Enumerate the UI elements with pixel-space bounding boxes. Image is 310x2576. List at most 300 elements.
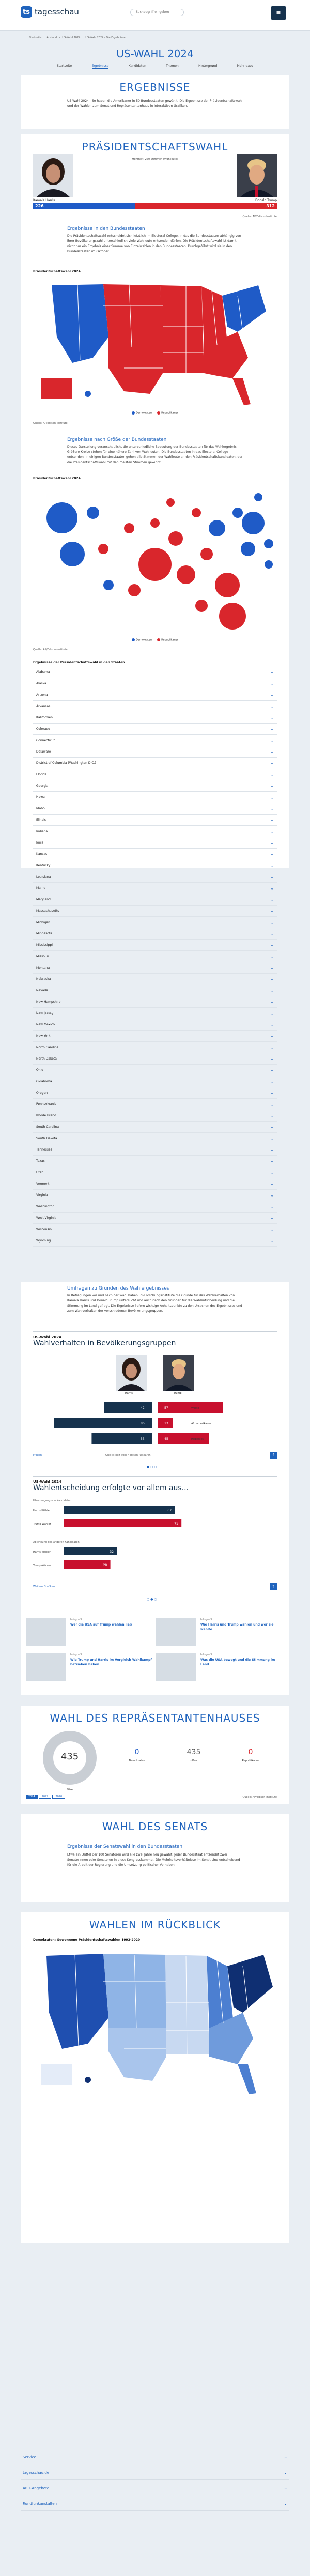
harris-electoral-votes: 226 [35,204,44,208]
state-row[interactable] [33,1201,277,1213]
poll2-bar [64,1519,181,1527]
state-name: North Dakota [36,1057,57,1061]
results-intro: US-Wahl 2024 - So haben die Amerikaner in 50 Bundesstaaten gewählt. Die Ergebnisse der Präsidentschaftswahl und der Wahlen zum Senat und Repräsentantenhaus in interaktiven Grafiken. [67,99,243,108]
teaser-3-title: Wie Trump und Harris im Vergleich Wahlkampf betrieben haben [70,1658,152,1666]
state-row[interactable] [33,860,277,871]
state-row[interactable] [33,1224,277,1235]
state-row[interactable] [33,1235,277,1247]
logo[interactable] [21,6,79,18]
bubble-source: Quelle: AP/Edison-Institute [33,648,68,651]
bubble-legend [21,638,289,642]
state-name: North Carolina [36,1046,59,1049]
teaser-3-kicker: Infografik [70,1653,83,1657]
state-row[interactable] [33,871,277,883]
majority-label: Mehrheit: 270 Stimmen (Wahlleute) [132,158,178,161]
chevron-down-icon: ⌄ [270,909,274,913]
chevron-down-icon: ⌄ [270,829,274,834]
chevron-down-icon: ⌄ [270,1091,274,1095]
chevron-down-icon: ⌄ [270,988,274,993]
state-name: Maine [36,886,46,890]
map-region-florida [233,378,251,405]
footer-ard-label: ARD-Angebote [23,2486,50,2490]
poll1-share-icon[interactable]: f [270,1452,277,1459]
house-year-tabs [26,1795,65,1799]
poll1-source: Quelle: Exit Polls / Edison Research [105,1454,151,1457]
poll1-harris-photo [116,1355,147,1391]
bubble-heading: Ergebnisse nach Größe der Bundesstaaten [67,437,167,442]
senate-card [21,1814,289,1902]
state-name: Oklahoma [36,1080,52,1083]
state-name: Texas [36,1159,45,1163]
footer-service-label: Service [23,2455,36,2459]
teaser-1-title: Wer die USA auf Trump wählen ließ [70,1623,132,1627]
poll2-share-icon[interactable]: f [270,1583,277,1590]
state-name: Indiana [36,830,48,833]
legend-dem [132,411,152,415]
state-name: Kansas [36,852,48,856]
bubble-legend-rep-dot [157,638,160,641]
state-name: Oregon [36,1091,48,1095]
poll-chart-2 [33,1476,277,1605]
state-row[interactable] [33,758,277,769]
state-name: Alabama [36,670,50,674]
state-row[interactable] [33,894,277,906]
state-bubble[interactable] [200,548,213,560]
chevron-down-icon: ⌄ [270,784,274,788]
poll1-harris-label: Harris [125,1392,133,1395]
chevron-down-icon: ⌄ [270,1238,274,1243]
house-open-count: 435 [187,1748,201,1756]
logo-text: tagesschau [35,7,79,17]
state-name: Pennsylvania [36,1102,57,1106]
state-bubble[interactable] [242,512,265,534]
harris-value: 42 [141,1406,145,1410]
map-region-west [52,284,109,363]
state-row[interactable] [33,1167,277,1178]
tab-background[interactable]: Hintergrund [198,64,218,68]
map-region-plains [160,285,204,373]
state-name: South Dakota [36,1137,57,1140]
state-bubble[interactable] [177,565,195,584]
state-name: Mississippi [36,943,53,947]
menu-icon[interactable]: ≡ [271,6,286,20]
poll1-group[interactable]: Frauen [33,1454,42,1457]
state-row[interactable] [33,1019,277,1031]
state-row[interactable] [33,689,277,701]
state-name: Virginia [36,1193,48,1197]
state-row[interactable] [33,826,277,837]
state-row[interactable] [33,906,277,917]
state-row[interactable] [33,815,277,826]
state-name: Missouri [36,955,49,958]
tab-more[interactable]: Mehr dazu [237,64,253,68]
house-open-label: offen [190,1759,197,1762]
state-row[interactable] [33,780,277,792]
state-bubble[interactable] [128,584,141,596]
poll2-title: Wahlentscheidung erfolgte vor allem aus... [33,1484,189,1492]
state-bubble[interactable] [254,493,262,501]
state-bubble[interactable] [150,518,160,528]
exitpoll-heading: Umfragen zu Gründen des Wahlergebnisses [67,1286,169,1291]
teaser-3-image [26,1653,66,1681]
legend-dem-label: Demokraten [136,411,152,415]
poll1-kicker: US-Wahl 2024 [33,1335,61,1339]
poll1-pager[interactable]: ● ○ ○ [147,1465,157,1469]
chevron-down-icon: ⌄ [270,886,274,891]
state-name: New Jersey [36,1011,54,1015]
house-tab-2022[interactable]: 2022 [39,1795,52,1799]
state-row[interactable] [33,724,277,735]
chevron-down-icon: ⌄ [270,704,274,709]
series-label: Trump-Wähler [33,1523,51,1526]
state-name: South Carolina [36,1125,59,1129]
breadcrumb-item: US-Wahl 2024 - Die Ergebnisse [85,36,126,39]
state-row[interactable] [33,1110,277,1122]
house-total: 435 [60,1751,79,1762]
legend-dem-dot [132,411,135,415]
house-card [21,1706,289,1804]
tab-topics[interactable]: Themen [166,64,179,68]
state-row[interactable] [33,1087,277,1099]
state-name: Montana [36,966,50,970]
senate-text: Etwa ein Drittel der 100 Senatoren wird alle zwei Jahre neu gewählt. Jeder Bundesstaat entsendet zwei Senatorinnen oder Senatoren in diese Kongresskammer. Die Mehrheitsverhältnisse im Senat sind entscheidend für die Arbeit der Regierung und die Umsetzung politischer Vorhaben. [67,1853,240,1867]
state-name: Illinois [36,818,47,822]
footer-service[interactable] [21,2450,289,2464]
breadcrumb-item[interactable]: US-Wahl 2024 [62,36,81,39]
state-row[interactable] [33,735,277,746]
state-name: Massachusetts [36,909,59,913]
state-name: Arizona [36,693,48,697]
state-bubble[interactable] [233,508,243,518]
bubble-legend-dem [132,638,152,642]
state-bubble[interactable] [138,548,172,581]
footer-broadcasters[interactable] [21,2496,289,2511]
chevron-down-icon: ⌄ [270,738,274,743]
state-bubble[interactable] [195,600,208,612]
breadcrumb-separator: › [59,36,60,39]
chevron-down-icon: ⌄ [270,1102,274,1107]
poll2-group2: Ablehnung des anderen Kandidaten [33,1541,80,1544]
state-bubble[interactable] [192,508,201,517]
teaser-4[interactable] [156,1653,285,1681]
state-row[interactable] [33,678,277,689]
state-row[interactable] [33,1099,277,1110]
map-region-mountain [103,284,163,347]
poll2-bars [33,1504,277,1586]
state-bubble[interactable] [168,531,183,546]
site-header [0,0,310,31]
state-name: District of Columbia (Washington D.C.) [36,761,96,765]
teaser-2[interactable] [156,1618,285,1646]
poll2-more[interactable]: Weitere Grafiken [33,1585,55,1588]
chevron-down-icon: ⌄ [284,2470,287,2475]
state-row[interactable] [33,1133,277,1144]
state-row[interactable] [33,883,277,894]
house-tab-2020[interactable]: 2020 [52,1795,65,1799]
bubble-chart-title: Präsidentschaftswahl 2024 [33,477,81,480]
state-row[interactable] [33,962,277,974]
electoral-bar-harris [33,203,135,209]
state-bubble[interactable] [264,539,273,548]
state-name: Maryland [36,898,51,901]
state-row[interactable] [33,1076,277,1087]
chevron-down-icon: ⌄ [270,920,274,925]
house-tab-2024[interactable]: 2024 [26,1795,38,1799]
state-name: Delaware [36,750,51,754]
state-row[interactable] [33,1008,277,1019]
state-row[interactable] [33,769,277,780]
state-row[interactable] [33,1156,277,1167]
state-bubble[interactable] [47,502,78,533]
map-source: Quelle: AP/Edison-Institute [33,422,68,425]
state-row[interactable] [33,940,277,951]
states-heading: Ergebnisse der Präsidentschaftswahl in den Staaten [33,661,125,664]
state-row[interactable] [33,951,277,962]
state-row[interactable] [33,792,277,803]
chevron-down-icon: ⌄ [270,818,274,822]
chevron-down-icon: ⌄ [270,1113,274,1118]
state-row[interactable] [33,849,277,860]
state-bubble[interactable] [98,544,109,554]
chevron-down-icon: ⌄ [270,715,274,720]
state-row[interactable] [33,917,277,928]
state-row[interactable] [33,667,277,678]
poll2-kicker: US-Wahl 2024 [33,1480,61,1484]
house-total-label: Sitze [66,1788,73,1791]
poll2-bar [64,1506,175,1514]
state-name: Hawaii [36,795,47,799]
state-row[interactable] [33,1122,277,1133]
state-name: Kalifornien [36,716,53,719]
series-label: Harris-Wähler [33,1509,51,1512]
state-name: Minnesota [36,932,52,936]
chevron-down-icon: ⌄ [270,681,274,686]
state-row[interactable] [33,803,277,815]
house-rep-label: Republikaner [242,1759,259,1762]
poll2-pager[interactable]: ○ ● ○ [147,1598,157,1601]
harris-name: Kamala Harris [33,198,55,202]
state-row[interactable] [33,1053,277,1065]
state-name: Idaho [36,807,45,810]
chevron-down-icon: ⌄ [270,795,274,800]
map-chart-title: Präsidentschaftswahl 2024 [33,270,81,273]
footer-tagesschau[interactable] [21,2465,289,2480]
state-row[interactable] [33,996,277,1008]
chevron-down-icon: ⌄ [270,749,274,754]
chevron-down-icon: ⌄ [270,806,274,811]
state-name: Kentucky [36,864,51,867]
state-bubble[interactable] [103,580,114,590]
state-row[interactable] [33,1042,277,1053]
state-name: Wisconsin [36,1228,52,1231]
footer-ard[interactable] [21,2481,289,2495]
state-row[interactable] [33,1213,277,1224]
search-input[interactable]: Suchbegriff eingeben [130,9,184,16]
series-label: Trump-Wähler [33,1564,51,1567]
state-accordion [33,667,277,1247]
results-title: ERGEBNISSE [119,81,191,94]
teaser-1[interactable] [26,1618,155,1646]
state-row[interactable] [33,746,277,758]
chevron-down-icon: ⌄ [270,840,274,845]
state-row[interactable] [33,1178,277,1190]
teaser-1-image [26,1618,66,1646]
category-label: Hispanics [191,1438,204,1441]
breadcrumb-item[interactable]: Ausland [47,36,57,39]
bubble-legend-dem-dot [132,638,135,641]
chevron-down-icon: ⌄ [270,931,274,936]
bar-value: 67 [167,1509,172,1512]
poll-chart-1 [33,1331,277,1471]
state-name: Tennessee [36,1148,53,1152]
chevron-down-icon: ⌄ [270,1045,274,1050]
state-bubble[interactable] [219,603,246,630]
map-heading: Ergebnisse in den Bundesstaaten [67,226,145,232]
chevron-down-icon: ⌄ [270,977,274,982]
map-legend [21,411,289,415]
poll1-trump-label: Trump [174,1392,182,1395]
us-results-map [31,275,279,409]
state-name: Nevada [36,989,48,992]
state-name: New Hampshire [36,1000,61,1004]
chevron-down-icon: ⌄ [270,1022,274,1027]
presidential-title: PRÄSIDENTSCHAFTSWAHL [82,141,228,153]
map-region-hawaii [85,391,91,397]
exitpoll-card [21,1282,289,1695]
teaser-4-title: Was die USA bewegt und die Stimmung im Land [200,1658,275,1666]
trump-electoral-votes: 312 [266,204,275,208]
legend-rep-label: Republikaner [161,411,178,415]
state-row[interactable] [33,837,277,849]
chevron-down-icon: ⌄ [270,954,274,959]
state-row[interactable] [33,701,277,712]
presidential-source: Quelle: AP/Edison-Institute [242,215,277,218]
presidential-card [21,134,289,1243]
trump-name: Donald Trump [255,198,277,202]
chevron-down-icon: ⌄ [270,1147,274,1152]
harris-portrait [33,154,73,197]
state-bubble[interactable] [124,523,134,533]
chevron-down-icon: ⌄ [270,761,274,765]
state-row[interactable] [33,974,277,985]
state-name: Florida [36,773,47,776]
harris-bar [104,1402,152,1413]
bar-value: 28 [103,1563,107,1567]
chevron-down-icon: ⌄ [270,852,274,856]
state-name: Georgia [36,784,49,788]
chevron-down-icon: ⌄ [284,2486,287,2490]
chevron-down-icon: ⌄ [270,1079,274,1084]
state-row[interactable] [33,1031,277,1042]
state-name: Utah [36,1171,44,1174]
state-name: Wyoming [36,1239,51,1243]
chevron-down-icon: ⌄ [270,875,274,879]
chevron-down-icon: ⌄ [270,1056,274,1061]
bubble-text: Dieses Darstellung veranschaulicht die unterschiedliche Bedeutung der Bundesstaaten für das Wahlergebnis. Größere Kreise stehen für eine höhere Zahl von Wahlleuten. Die Bundesstaaten in das Electoral College entsenden. In einigen Bundesstaaten gehen alle Stimmen der Wahlleute an den Präsidentschaftskandidaten, der die Präsidentschaftswahl mit den meisten Stimmen gewinnt. [67,445,243,464]
teaser-1-kicker: Infografik [70,1618,83,1621]
chevron-down-icon: ⌄ [270,1193,274,1198]
tab-results[interactable]: Ergebnisse [91,64,109,68]
state-row[interactable] [33,1144,277,1156]
state-name: New York [36,1034,51,1038]
senate-title: WAHL DES SENATS [102,1820,208,1833]
state-bubble[interactable] [166,498,175,507]
state-row[interactable] [33,985,277,996]
poll2-group1: Überzeugung von Kandidaten [33,1499,72,1502]
logo-mark: ts [21,6,32,18]
state-row[interactable] [33,928,277,940]
state-bubble[interactable] [215,573,240,597]
state-bubble[interactable] [265,560,273,569]
state-name: Alaska [36,682,47,685]
tab-bar [57,64,253,71]
state-name: Washington [36,1205,55,1208]
state-name: Michigan [36,921,50,924]
breadcrumb [29,36,126,39]
map-region-southwest [109,347,163,394]
tab-candidates[interactable]: Kandidaten [128,64,146,68]
chevron-down-icon: ⌄ [270,1182,274,1186]
teaser-4-kicker: Infografik [200,1653,213,1657]
chevron-down-icon: ⌄ [270,727,274,731]
trump-value: 13 [164,1422,168,1425]
chevron-down-icon: ⌄ [270,1159,274,1163]
chevron-down-icon: ⌄ [270,897,274,902]
state-bubble[interactable] [241,542,255,556]
bubble-legend-rep [157,638,178,642]
senate-heading: Ergebnisse der Senatswahl in den Bundesstaaten [67,1844,183,1849]
state-name: Arkansas [36,704,51,708]
state-bubble[interactable] [209,520,225,536]
chevron-down-icon: ⌄ [270,1216,274,1220]
results-card [21,75,289,129]
state-name: Connecticut [36,739,55,742]
state-name: Vermont [36,1182,50,1186]
tab-start[interactable]: Startseite [57,64,72,68]
poll2-bar [64,1547,117,1555]
house-dem-count: 0 [134,1748,140,1756]
house-title: WAHL DES REPRÄSENTANTENHAUSES [50,1712,260,1724]
teaser-3[interactable] [26,1653,155,1681]
chevron-down-icon: ⌄ [284,2455,287,2459]
category-label: Weiße [191,1407,199,1410]
state-row[interactable] [33,1065,277,1076]
chevron-down-icon: ⌄ [270,1227,274,1232]
state-row[interactable] [33,712,277,724]
trump-value: 57 [164,1406,168,1410]
state-name: New Mexico [36,1023,55,1026]
state-name: Iowa [36,841,44,845]
teaser-2-title: Wie Harris und Trump wählen und wer sie wählte [200,1623,274,1631]
chevron-down-icon: ⌄ [270,863,274,868]
bubble-map [31,482,279,637]
series-label: Harris-Wähler [33,1551,51,1554]
exitpoll-text: In Befragungen vor und nach der Wahl haben US-Forschungsinstitute die Gründe für das Wahlverhalten von Kamala Harris und Donald Trump untersucht und auch nach den Gründen für die Wahlentscheidung und die Stimmung im Land gefragt. Die Ergebnisse liefern wichtige Anhaltspunkte zu den Ursachen des Ergebnisses und zum Wahlverhalten der verschiedenen Bevölkerungsgruppen. [67,1294,242,1313]
harris-value: 53 [141,1437,145,1441]
breadcrumb-separator: › [43,36,45,39]
state-name: Colorado [36,727,50,731]
chevron-down-icon: ⌄ [270,1000,274,1004]
review-card [21,1912,289,2243]
poll1-title: Wahlverhalten in Bevölkerungsgruppen [33,1339,176,1347]
breadcrumb-item[interactable]: Startseite [29,36,42,39]
house-dem-label: Demokraten [129,1759,145,1762]
state-bubble[interactable] [60,542,85,566]
state-row[interactable] [33,1190,277,1201]
state-bubble[interactable] [87,507,99,519]
bar-value: 32 [110,1550,114,1554]
legend-rep [157,411,178,415]
